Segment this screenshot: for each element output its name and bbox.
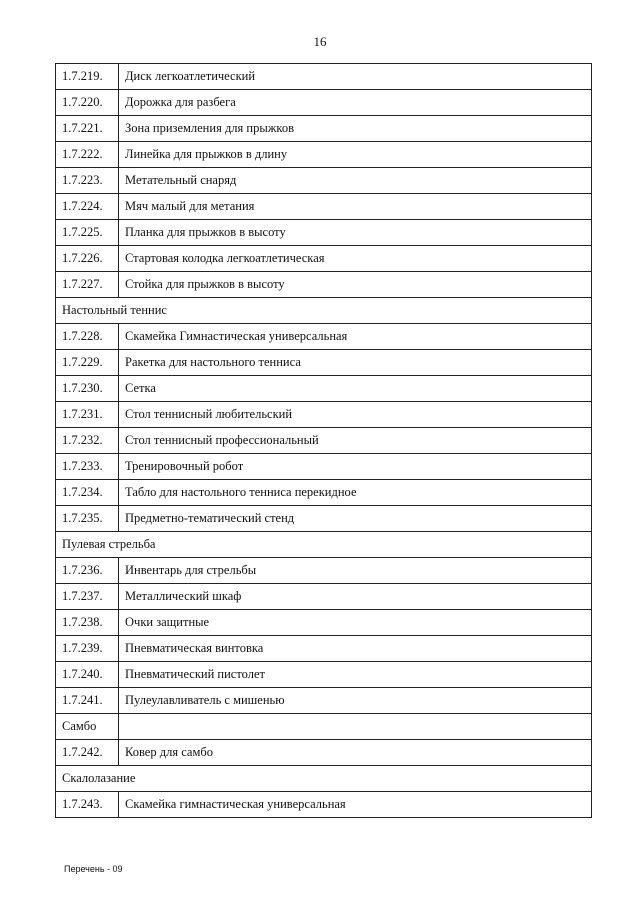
table-row: [56, 636, 592, 662]
table-row: [56, 688, 592, 714]
table-row: [56, 376, 592, 402]
item-number: 1.7.238.: [56, 610, 119, 636]
table-row: [56, 740, 592, 766]
item-number: 1.7.223.: [56, 168, 119, 194]
item-name: Стойка для прыжков в высоту: [119, 272, 592, 298]
item-number: 1.7.231.: [56, 402, 119, 428]
item-name: Стартовая колодка легкоатлетическая: [119, 246, 592, 272]
item-number: 1.7.235.: [56, 506, 119, 532]
item-name: Тренировочный робот: [119, 454, 592, 480]
item-number: 1.7.236.: [56, 558, 119, 584]
table-row: [56, 220, 592, 246]
item-number: 1.7.226.: [56, 246, 119, 272]
item-number: 1.7.224.: [56, 194, 119, 220]
table-row: [56, 454, 592, 480]
item-number: 1.7.228.: [56, 324, 119, 350]
item-name: Скамейка гимнастическая универсальная: [119, 792, 592, 818]
item-name: Мяч малый для метания: [119, 194, 592, 220]
item-name: Метательный снаряд: [119, 168, 592, 194]
table-row: [56, 168, 592, 194]
item-number: 1.7.240.: [56, 662, 119, 688]
table-row: [56, 246, 592, 272]
table-row: [56, 324, 592, 350]
table-row: [56, 90, 592, 116]
empty-cell: [119, 714, 592, 740]
table-row: [56, 558, 592, 584]
document-footer: Перечень - 09: [64, 864, 123, 874]
item-number: 1.7.239.: [56, 636, 119, 662]
item-name: Зона приземления для прыжков: [119, 116, 592, 142]
item-name: Инвентарь для стрельбы: [119, 558, 592, 584]
item-name: Дорожка для разбега: [119, 90, 592, 116]
item-number: 1.7.243.: [56, 792, 119, 818]
item-number: 1.7.221.: [56, 116, 119, 142]
item-name: Сетка: [119, 376, 592, 402]
table-row: [56, 116, 592, 142]
table-row: [56, 480, 592, 506]
section-row: [56, 298, 592, 324]
page-number: 16: [313, 34, 327, 49]
item-name: Стол теннисный профессиональный: [119, 428, 592, 454]
table-row: [56, 194, 592, 220]
item-name: Пневматический пистолет: [119, 662, 592, 688]
item-number: 1.7.234.: [56, 480, 119, 506]
item-number: 1.7.237.: [56, 584, 119, 610]
item-number: 1.7.233.: [56, 454, 119, 480]
item-name: Пневматическая винтовка: [119, 636, 592, 662]
table-row: [56, 662, 592, 688]
item-name: Ковер для самбо: [119, 740, 592, 766]
table-row: [56, 350, 592, 376]
item-name: Скамейка Гимнастическая универсальная: [119, 324, 592, 350]
section-row: [56, 766, 592, 792]
item-name: Предметно-тематический стенд: [119, 506, 592, 532]
equipment-table: [55, 63, 592, 818]
table-row: [56, 506, 592, 532]
item-number: 1.7.232.: [56, 428, 119, 454]
item-number: 1.7.230.: [56, 376, 119, 402]
section-title: Настольный теннис: [56, 298, 592, 324]
section-title: Пулевая стрельба: [56, 532, 592, 558]
item-name: Ракетка для настольного тенниса: [119, 350, 592, 376]
table-row: [56, 610, 592, 636]
section-title: Самбо: [56, 714, 119, 740]
section-row: [56, 532, 592, 558]
table-row: [56, 272, 592, 298]
item-name: Планка для прыжков в высоту: [119, 220, 592, 246]
item-number: 1.7.225.: [56, 220, 119, 246]
item-name: Табло для настольного тенниса перекидное: [119, 480, 592, 506]
item-number: 1.7.242.: [56, 740, 119, 766]
item-number: 1.7.222.: [56, 142, 119, 168]
table-row: [56, 64, 592, 90]
item-number: 1.7.241.: [56, 688, 119, 714]
table-row: [56, 428, 592, 454]
table-row: [56, 402, 592, 428]
item-number: 1.7.219.: [56, 64, 119, 90]
table-row: [56, 792, 592, 818]
item-name: Очки защитные: [119, 610, 592, 636]
item-name: Пулеулавливатель с мишенью: [119, 688, 592, 714]
table-row: [56, 584, 592, 610]
table-row: [56, 142, 592, 168]
item-number: 1.7.229.: [56, 350, 119, 376]
equipment-table-body: [56, 64, 592, 818]
section-title: Скалолазание: [56, 766, 592, 792]
item-name: Диск легкоатлетический: [119, 64, 592, 90]
item-number: 1.7.220.: [56, 90, 119, 116]
item-name: Металлический шкаф: [119, 584, 592, 610]
section-row: [56, 714, 592, 740]
item-number: 1.7.227.: [56, 272, 119, 298]
item-name: Стол теннисный любительский: [119, 402, 592, 428]
item-name: Линейка для прыжков в длину: [119, 142, 592, 168]
